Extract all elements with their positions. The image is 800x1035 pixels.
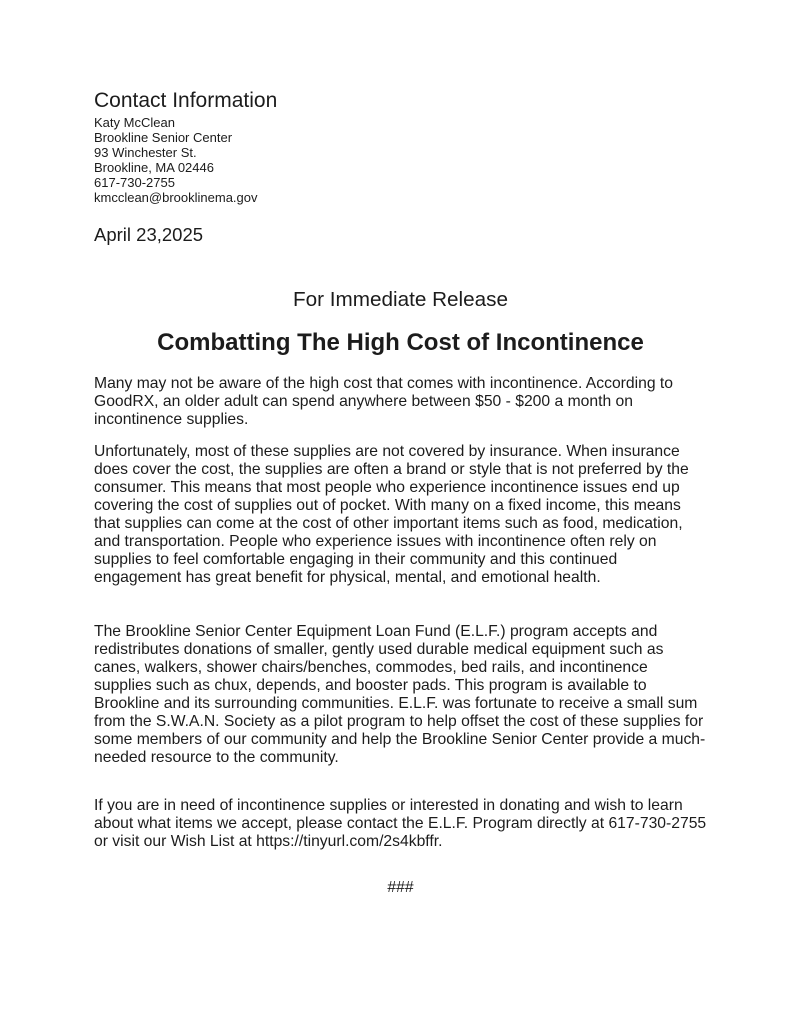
contact-street-address: 93 Winchester St. [94,145,197,161]
contact-organization: Brookline Senior Center [94,130,233,146]
contact-block [94,115,707,206]
contact-city-state-zip: Brookline, MA 02446 [94,160,214,176]
contact-name: Katy McClean [94,115,175,130]
body-paragraph-2: Unfortunately, most of these supplies are not covered by insurance. When insurance does cover the cost, the supplies are often a brand or style that is not preferred by the consumer. This means that most people who experience incontinence issues end up covering the cost of supplies out of pocket. With many on a fixed income, this means that supplies can come at the cost of other important items such as food, medication, and transportation. People who experience issues with incontinence often rely on supplies to feel comfortable engaging in their community and this continued engagement has great benefit for physical, mental, and emotional health. [94,442,689,586]
contact-information-heading: Contact Information [94,89,278,112]
press-release-title: Combatting The High Cost of Incontinence [157,328,644,356]
for-immediate-release-label: For Immediate Release [292,287,508,311]
body-paragraph-3: The Brookline Senior Center Equipment Loan Fund (E.L.F.) program accepts and redistributes donations of smaller, gently used durable medical equipment such as canes, walkers, shower chairs/benches, commodes, bed rails, and incontinence supplies such as chux, depends, and booster pads. This program is available to Brookline and its surrounding communities. E.L.F. was fortunate to receive a small sum from the S.W.A.N. Society as a pilot program to help offset the cost of these supplies for some members of our community and help the Brookline Senior Center provide a much-needed resource to the community. [94,622,706,766]
press-release-end-mark: ### [387,878,414,896]
release-date: April 23,2025 [94,223,204,245]
body-paragraph-1: Many may not be aware of the high cost that comes with incontinence. According to GoodRX, an older adult can spend anywhere between $50 - $200 a month on incontinence supplies. [94,374,674,428]
body-paragraph-4: If you are in need of incontinence supplies or interested in donating and wish to learn about what items we accept, please contact the E.L.F. Program directly at 617-730-2755 or visit our Wish List at https://tinyurl.com/2s4kbffr. [94,796,707,850]
contact-phone: 617-730-2755 [94,175,175,191]
contact-email: kmcclean@brooklinema.gov [94,190,258,206]
